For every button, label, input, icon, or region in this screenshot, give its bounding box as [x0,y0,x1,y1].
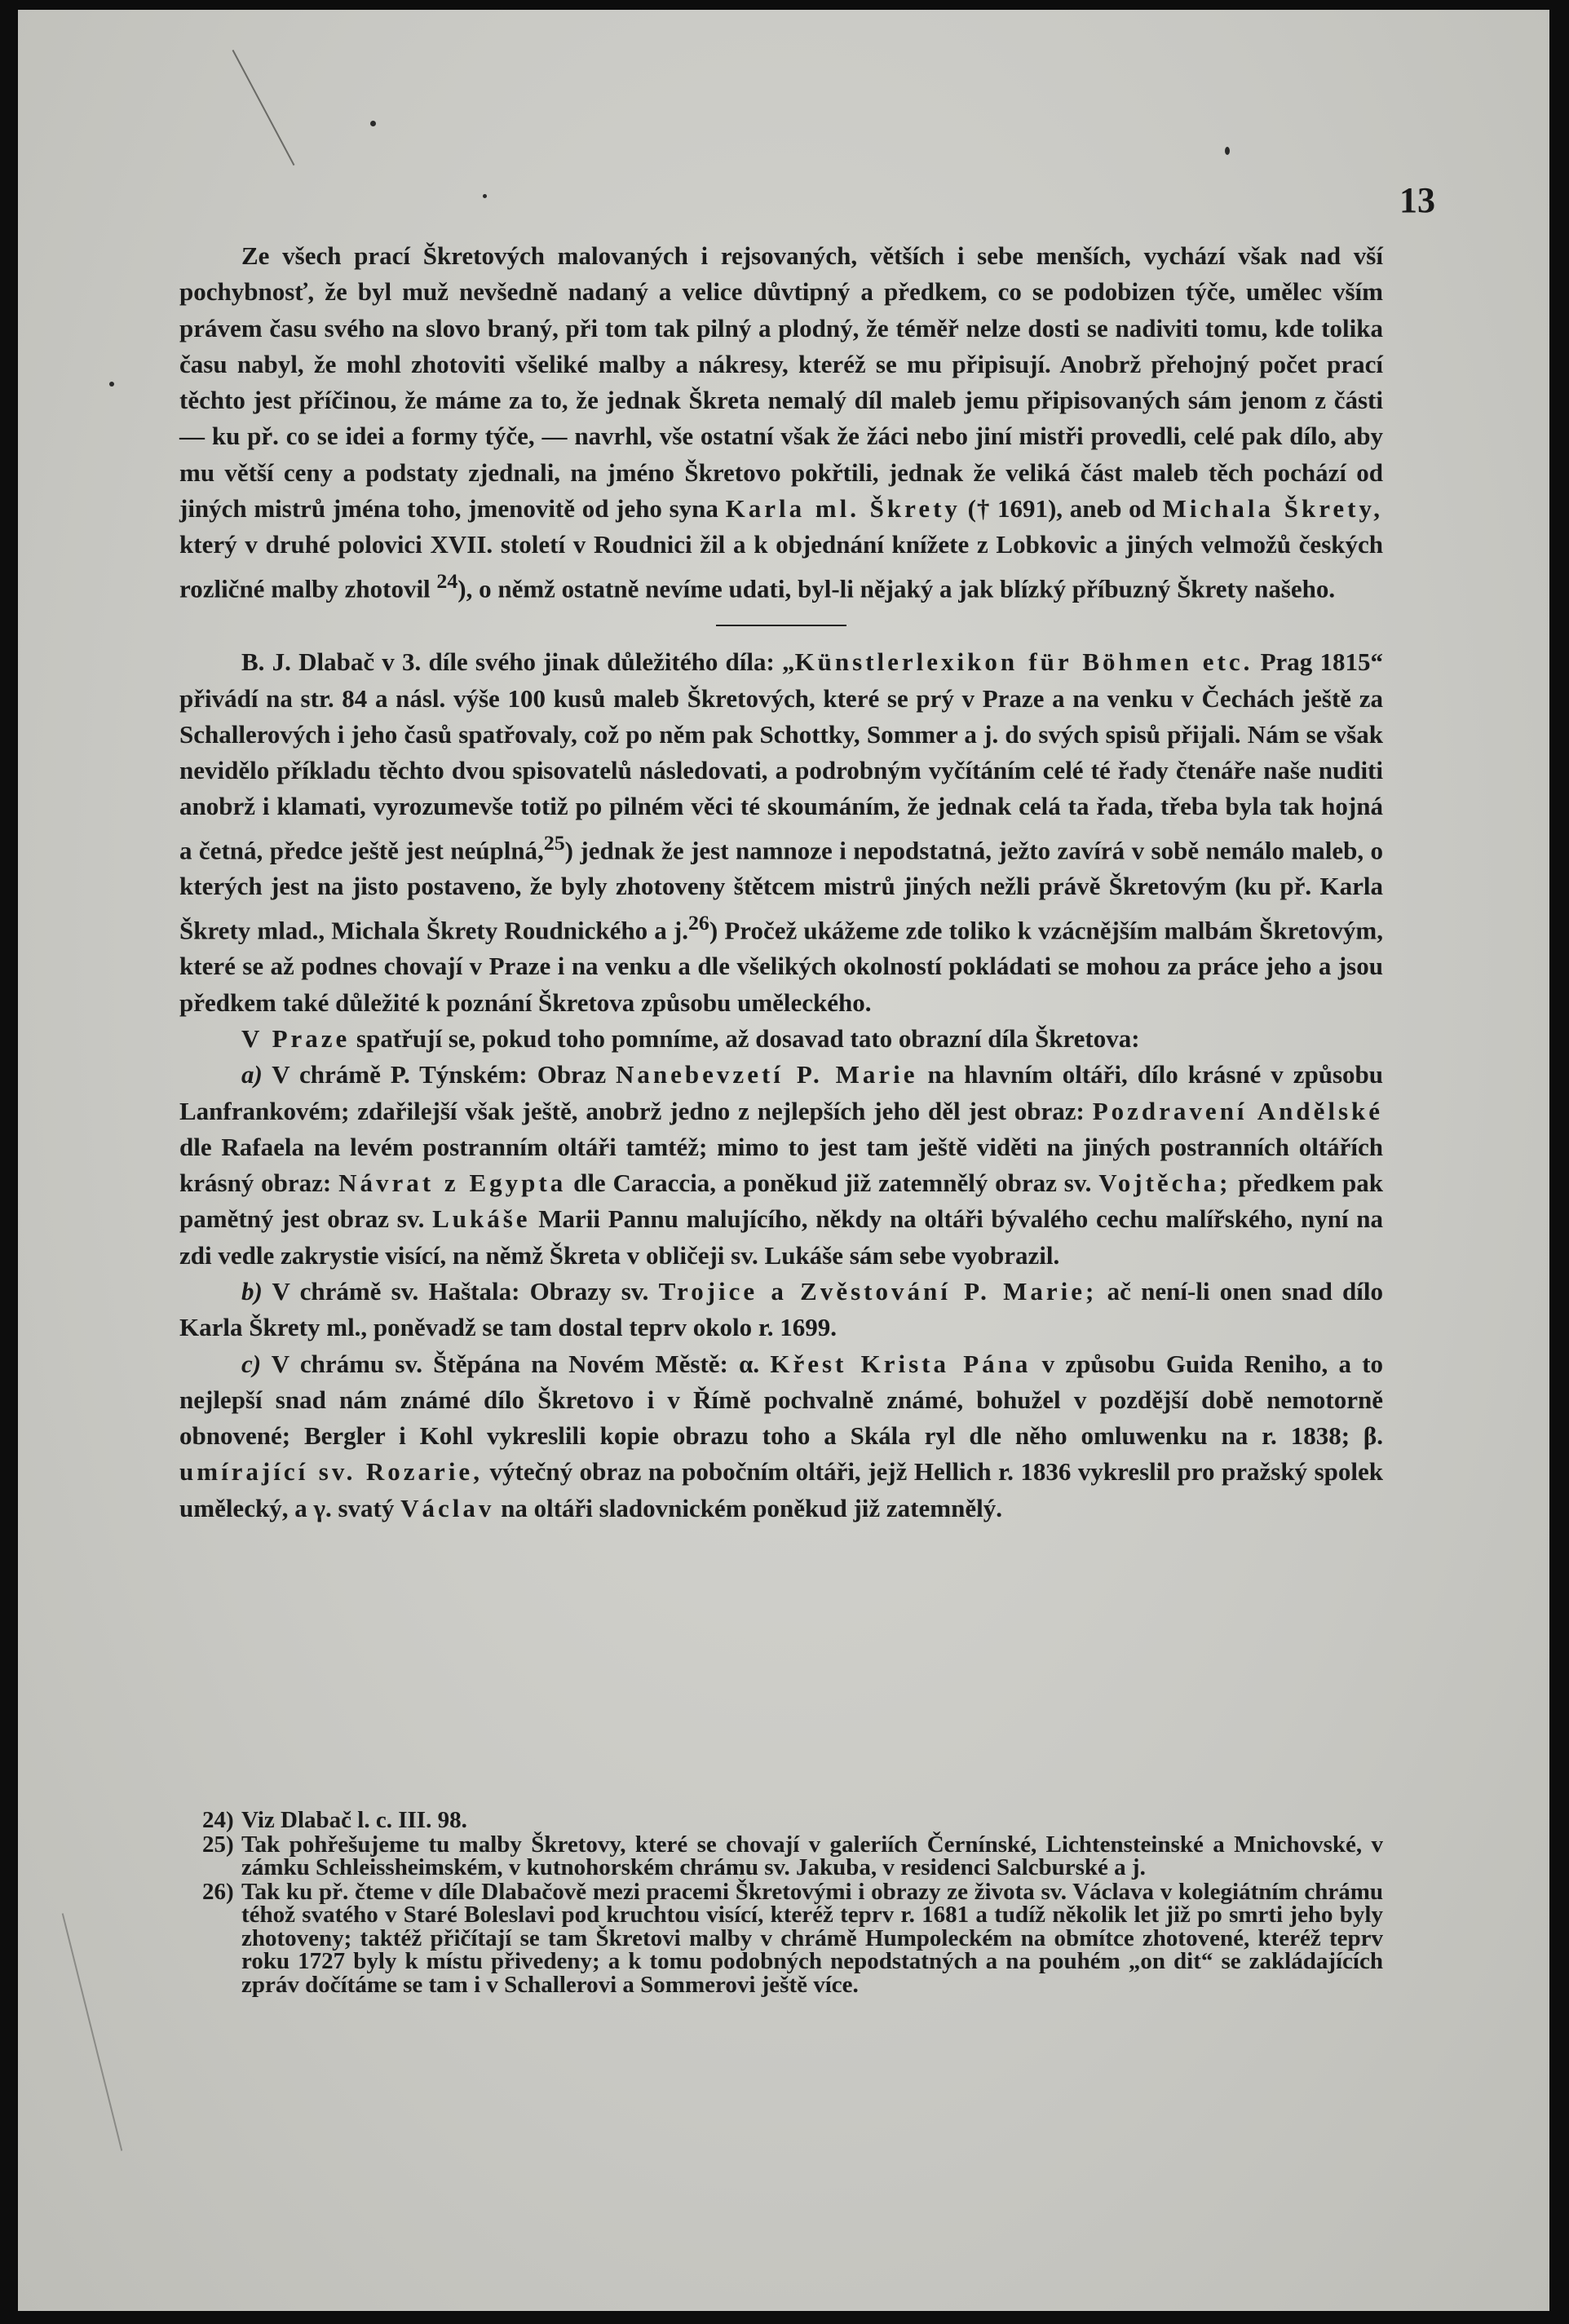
scan-scratch [62,1913,123,2151]
paragraph-1 [179,238,1383,607]
item-a-spaced-3: Návrat z Egypta [338,1169,567,1198]
footnote-text: Tak pohřešujeme tu malby Škretovy, které se chovají v galeriích Černínské, Lichtensteinské a Mnichovské, v zámku Schleissheimském, v kutnohorském chrámu sv. Jakuba, v residenci Salcburské a j. [241,1831,1383,1880]
item-a [179,1057,1383,1274]
item-c-text-4: na oltáři sladovnickém poněkud již zatemnělý. [501,1493,1002,1522]
scan-speck [1225,147,1230,155]
paragraph-3-rest: spatřují se, pokud toho pomníme, až dosavad tato obrazní díla Škretova: [356,1023,1140,1053]
item-c-text-1: V chrámu sv. Štěpána na Novém Městě: α. [271,1349,760,1378]
footnote-text: Tak ku př. čteme v díle Dlabačově mezi pracemi Škretovými i obrazy ze života sv. Václava v kolegiátním chrámu téhož svatého v Staré Boleslavi pod kruchtou visící, kteréž teprv r. 1681 a tudíž několik let již po smrti jeho byly zhotoveny; taktéž přičítají se tam Škretovi malby v chrámě Humpoleckém na obmítce zhotovené, kteréž teprv roku 1727 byly k místu přivedeny; a k tomu podobných nepodstatných a na pouhém „on dit“ se zakládajících zpráv dočítáme se tam i v Schallerovi a Sommerovi ještě více. [241,1878,1383,1998]
footnote-26 [179,1880,1383,1997]
paragraph-1-tail: ), o němž ostatně nevíme udati, byl-li nějaký a jak blízký příbuzný Škrety našeho. [457,574,1336,603]
footnote-ref-24: 24 [436,568,458,593]
item-a-text-6: Marii Pannu malujícího, někdy na oltáři bývalého cechu malířského, nyní na zdi vedle zakrystie visící, na němž Škreta v obličeji sv. Lukáše sám sebe vyobrazil. [179,1204,1384,1270]
footnotes [179,1809,1383,1997]
name-karla-skrety: Karla ml. Škrety [725,494,961,524]
paragraph-1-end: který v druhé polovici XVII. století v Roudnici žil a k objednání knížete z Lobkovic a jiných velmožů českých rozličné malby zhotovil [179,530,1383,603]
item-a-text-1: V chrámě P. Týnském: Obraz [272,1060,607,1089]
item-a-text-4: dle Caraccia, a poněkud již zatemnělý obraz sv. [573,1169,1092,1198]
item-a-spaced-4: Vojtěcha; [1098,1169,1231,1198]
page-number: 13 [1399,180,1435,220]
paragraph-3 [179,1021,1383,1057]
item-a-spaced-2: Pozdravení Andělské [1092,1096,1384,1125]
footnote-mark: 26) [202,1878,234,1905]
paragraph-1-mid: († 1691), aneb od [967,494,1156,524]
paragraph-2 [179,644,1383,1021]
item-b [179,1274,1383,1346]
item-b-text-1: V chrámě sv. Haštala: Obrazy sv. [272,1277,649,1306]
item-c-label: c) [241,1349,262,1378]
item-c-text-3: výtečný obraz na pobočním oltáři, jejž Hellich r. 1836 vykreslil pro pražský spolek umělecký, a γ. svatý [179,1457,1384,1522]
footnote-ref-25: 25 [543,830,565,855]
item-a-spaced-1: Nanebevzetí P. Marie [616,1060,918,1089]
item-b-text-2: ač není-li onen snad dílo Karla Škrety ml., poněvadž se tam dostal teprv okolo r. 1699. [179,1277,1384,1342]
item-b-label: b) [241,1277,263,1306]
footnote-25 [179,1833,1383,1880]
paragraph-2-rest-3: ) Pročež ukážeme zde toliko k vzácnějším malbám Škretovým, které se až podnes chovají v Praze i na venku a dle všelikých okolností pokládati se mohou za práce jeho a jsou předkem také důležité k poznání Škretova způsobu uměleckého. [179,916,1383,1017]
scan-speck [370,121,376,126]
item-a-text-2: na hlavním oltáři, dílo krásné v způsobu Lanfrankovém; zdařilejší však ještě, anobrž jedno z nejlepších jeho děl jest obraz: [179,1060,1383,1125]
paragraph-1-text: Ze všech prací Škretových malovaných i rejsovaných, větších i sebe menších, vychází však nad vší pochybnosť, že byl muž nevšedně nadaný a velice důvtipný a předkem, co se podobizen týče, umělec vším právem času svého na slovo braný, při tom tak pilný a plodný, že téměř nelze dosti se nadiviti tomu, kde tolika času nabyl, že mohl zhotoviti všeliké malby a nákresy, kteréž se mu připisují. Anobrž přehojný počet prací těchto jest příčinou, že máme za to, že jednak Škreta nemalý díl maleb jemu připisovaných sám jenom z části — ku př. co se idei a formy týče, — navrhl, vše ostatní však že žáci nebo jiní mistři provedli, celé pak dílo, aby mu větší ceny a podstaty zjednali, na jméno Škretovo pokřtili, jednak že veliká část maleb těch pochází od jiných mistrů jména toho, jmenovitě od jeho syna [179,241,1383,524]
section-divider [716,625,846,626]
paragraph-2-rest-1: Prag 1815“ přivádí na str. 84 a násl. výše 100 kusů maleb Škretových, které se prý v Praze a na venku v Čechách ještě za Schallerových i jeho časů spatřovaly, což po něm pak Schottky, Sommer a j. do svých spisů přijali. Nám se však nevidělo příkladu těchto dvou spisovatelů následovati, a podrobným vyčítáním celé té řady čtenáře naše nuditi anobrž i klamati, vyrozumevše totiž po pilném věci té skoumáním, že jednak celá ta řada, třeba byla tak hojná a četná, předce ještě jest neúplná, [179,647,1383,865]
footnote-text: Viz Dlabač l. c. III. 98. [241,1807,467,1833]
item-c-text-2: v způsobu Guida Reniho, a to nejlepší snad nám známé dílo Škretovo i v Římě pochvalně známé, bohužel v pozdější době nemotorně obnovené; Bergler i Kohl vykreslili kopie obrazu toho a Skála ryl dle něho omluwenku na r. 1838; β. [179,1349,1384,1451]
scan-speck [483,194,487,198]
name-michala-skrety: Michala Škrety, [1162,494,1384,524]
item-a-text-3: dle Rafaela na levém postranním oltáři tamtéž; mimo to jest tam ještě viděti na jiných postranních oltářích krásný obraz: [179,1132,1383,1198]
footnote-24 [179,1809,1383,1832]
item-a-label: a) [241,1060,263,1089]
paragraph-2-rest-2: ) jednak že jest namnoze i nepodstatná, ježto zavírá v sobě nemálo maleb, o kterých jest na jisto postaveno, že byly zhotoveny štětcem mistrů jiných nežli právě Škretovým (ku př. Karla Škrety mlad., Michala Škrety Roudnického a j. [179,836,1384,945]
body-text [179,238,1383,1527]
footnote-ref-26: 26 [688,910,709,934]
v-praze: V Praze [241,1023,351,1053]
item-c-spaced-2: umírající sv. Rozarie, [179,1457,483,1487]
footnote-mark: 24) [202,1807,234,1833]
scan-speck [109,382,114,387]
work-title: Künstlerlexikon für Böhmen etc. [794,647,1253,677]
item-c-spaced-1: Křest Krista Pána [770,1349,1032,1378]
item-a-spaced-5: Lukáše [432,1204,531,1234]
scan-scratch [232,50,295,166]
item-c [179,1346,1383,1527]
item-b-spaced-1: Trojice a Zvěstování P. Marie; [658,1277,1098,1306]
footnote-mark: 25) [202,1831,234,1858]
item-c-spaced-3: Václav [400,1493,495,1522]
item-a-text-5: předkem pak pamětný jest obraz sv. [179,1169,1384,1234]
scanned-page [18,10,1549,2311]
paragraph-2-start: B. J. Dlabač v 3. díle svého jinak důležitého díla: „ [241,647,795,677]
